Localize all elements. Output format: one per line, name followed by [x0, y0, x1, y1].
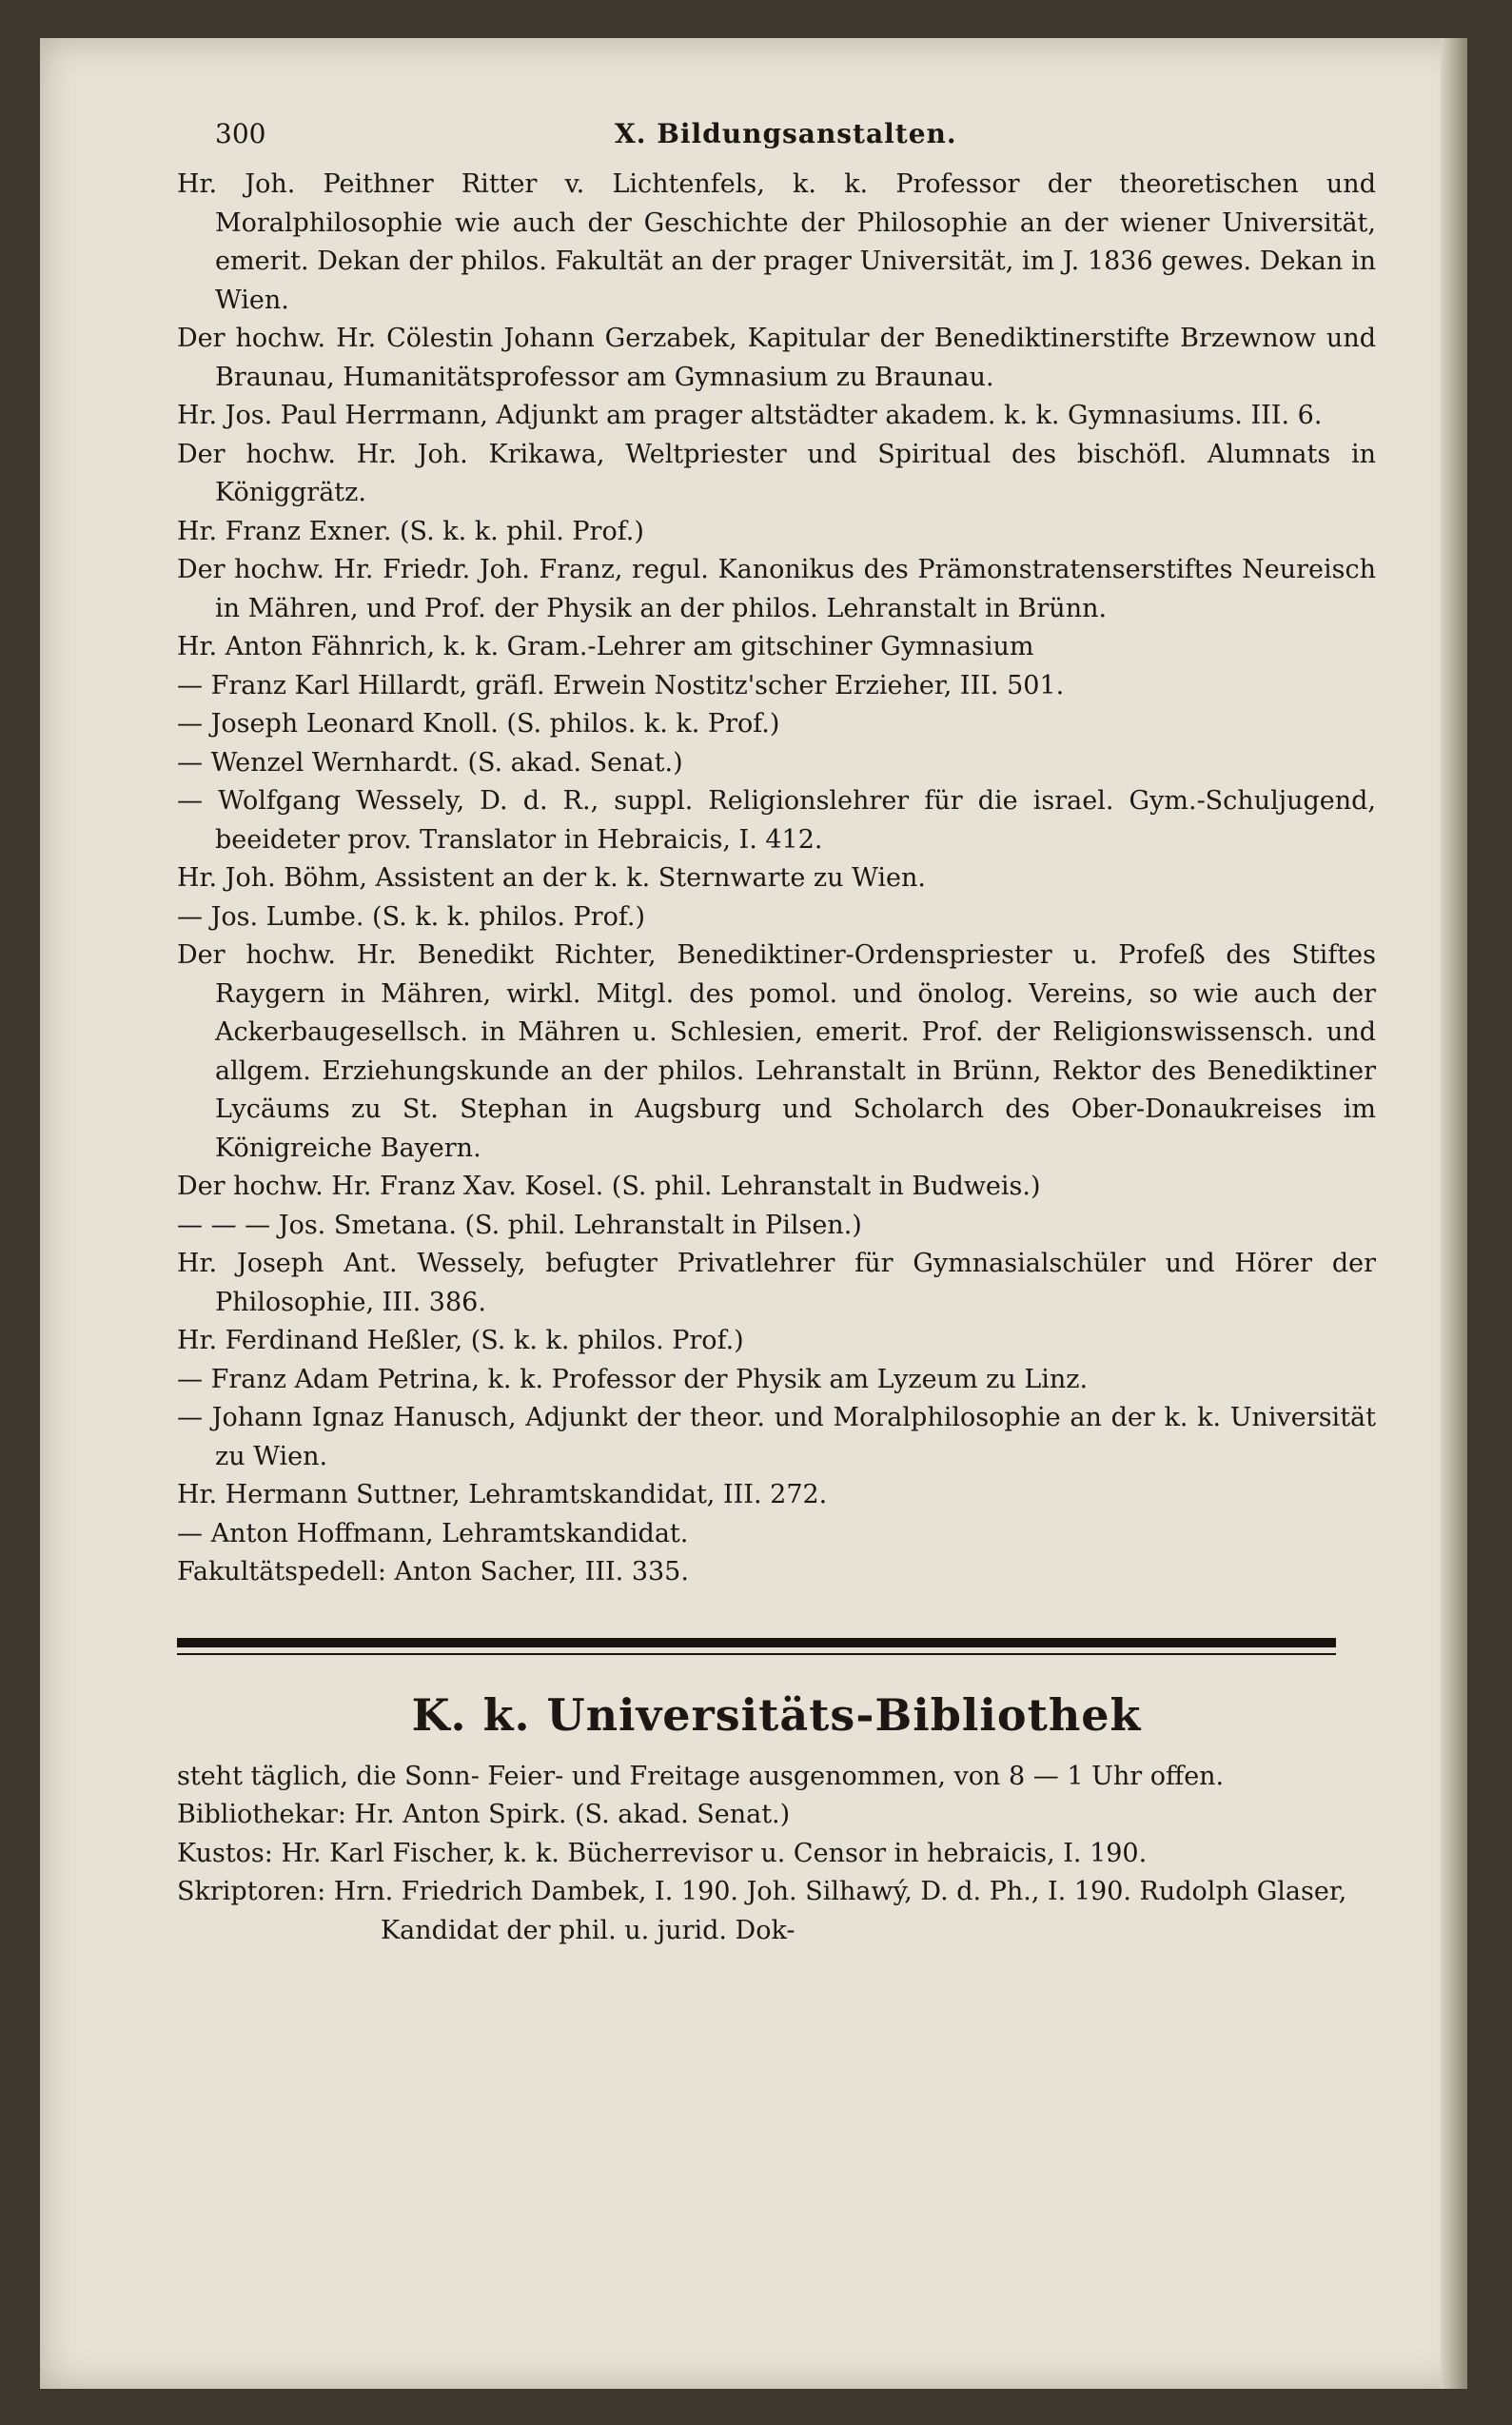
- entry-wessely-joseph: Hr. Joseph Ant. Wessely, befugter Privatlehrer für Gymnasialschüler und Hörer der Philosophie, III. 386.: [177, 1249, 1376, 1317]
- section-divider-thick: [177, 1638, 1336, 1647]
- library-hours: steht täglich, die Sonn- Feier- und Freitage ausgenommen, von 8 — 1 Uhr offen.: [177, 1761, 1225, 1791]
- entry-exner: Hr. Franz Exner. (S. k. k. phil. Prof.): [177, 516, 644, 546]
- page-number: 300: [215, 118, 266, 149]
- library-scriptors: Skriptoren: Hrn. Friedrich Dambek, I. 190. Joh. Silhawý, D. d. Ph., I. 190. Rudolph Glaser, Kandidat der phil. u. jurid. Dok-: [177, 1877, 1347, 1945]
- library-librarian: Bibliothekar: Hr. Anton Spirk. (S. akad. Senat.): [177, 1800, 791, 1829]
- entry-boehm: Hr. Joh. Böhm, Assistent an der k. k. Sternwarte zu Wien.: [177, 863, 926, 893]
- entry-smetana: — — — Jos. Smetana. (S. phil. Lehranstalt in Pilsen.): [177, 1210, 862, 1240]
- section-divider-thin: [177, 1653, 1336, 1655]
- page-spine-shadow: [1441, 38, 1467, 2389]
- entry-petrina: — Franz Adam Petrina, k. k. Professor der Physik am Lyzeum zu Linz.: [177, 1364, 1089, 1394]
- entry-hoffmann: — Anton Hoffmann, Lehramtskandidat.: [177, 1518, 689, 1548]
- running-head: [177, 110, 1376, 158]
- entry-franz: Der hochw. Hr. Friedr. Joh. Franz, regul. Kanonikus des Prämonstratenserstiftes Neureisch in Mähren, und Prof. der Physik an der philos. Lehranstalt in Brünn.: [177, 555, 1376, 623]
- faculty-list: [177, 166, 1376, 1592]
- entry-gerzabek: Der hochw. Hr. Cölestin Johann Gerzabek, Kapitular der Benediktinerstifte Brzewnow und Braunau, Humanitätsprofessor am Gymnasium zu Braunau.: [177, 324, 1376, 392]
- entry-herrmann: Hr. Jos. Paul Herrmann, Adjunkt am prager altstädter akadem. k. k. Gymnasiums. III. 6.: [177, 401, 1323, 430]
- entry-wernhardt: — Wenzel Wernhardt. (S. akad. Senat.): [177, 747, 683, 778]
- entry-hessler: Hr. Ferdinand Heßler, (S. k. k. philos. Prof.): [177, 1326, 744, 1355]
- entry-kosel: Der hochw. Hr. Franz Xav. Kosel. (S. phil. Lehranstalt in Budweis.): [177, 1172, 1041, 1201]
- entry-richter: Der hochw. Hr. Benedikt Richter, Benediktiner-Ordenspriester u. Profeß des Stiftes Raygern in Mähren, wirkl. Mitgl. des pomol. und önolog. Vereins, so wie auch der Ackerbaugesellsch. in Mähren u. Schlesien, emerit. Prof. der Religionswissensch. und allgem. Erziehungskunde an der philos. Lehranstalt in Brünn, Rektor des Benediktiner Lycäums zu St. Stephan in Augsburg und Scholarch des Ober-Donaukreises im Königreiche Bayern.: [177, 940, 1376, 1163]
- library-section-title: K. k. Universitäts-Bibliothek: [411, 1688, 1142, 1741]
- entry-lumbe: — Jos. Lumbe. (S. k. k. philos. Prof.): [177, 901, 646, 932]
- entry-krikawa: Der hochw. Hr. Joh. Krikawa, Weltpriester und Spiritual des bischöfl. Alumnats in Königgrätz.: [177, 439, 1376, 507]
- entry-wessely-wolfgang: — Wolfgang Wessely, D. d. R., suppl. Religionslehrer für die israel. Gym.-Schuljugend, beeideter prov. Translator in Hebraicis, I. 412.: [177, 786, 1376, 855]
- entry-faehnrich: Hr. Anton Fähnrich, k. k. Gram.-Lehrer am gitschiner Gymnasium: [177, 632, 1034, 661]
- entry-hanusch: — Johann Ignaz Hanusch, Adjunkt der theor. und Moralphilosophie an der k. k. Universität zu Wien.: [177, 1403, 1376, 1471]
- entry-hillardt: — Franz Karl Hillardt, gräfl. Erwein Nostitz'scher Erzieher, III. 501.: [177, 670, 1065, 700]
- page-content: [177, 110, 1376, 1950]
- running-title: X. Bildungsanstalten.: [615, 118, 957, 149]
- entry-knoll: — Joseph Leonard Knoll. (S. philos. k. k. Prof.): [177, 709, 780, 739]
- entry-suttner: Hr. Hermann Suttner, Lehramtskandidat, III. 272.: [177, 1480, 828, 1509]
- entry-peithner: Hr. Joh. Peithner Ritter v. Lichtenfels, k. k. Professor der theoretischen und Moralphilosophie wie auch der Geschichte der Philosophie an der wiener Universität, emerit. Dekan der philos. Fakultät an der prager Universität, im J. 1836 gewes. Dekan in Wien.: [177, 169, 1376, 315]
- library-custodian: Kustos: Hr. Karl Fischer, k. k. Bücherrevisor u. Censor in hebraicis, I. 190.: [177, 1838, 1148, 1868]
- entry-pedell: Fakultätspedell: Anton Sacher, III. 335.: [177, 1557, 689, 1587]
- library-section: [177, 1758, 1376, 1951]
